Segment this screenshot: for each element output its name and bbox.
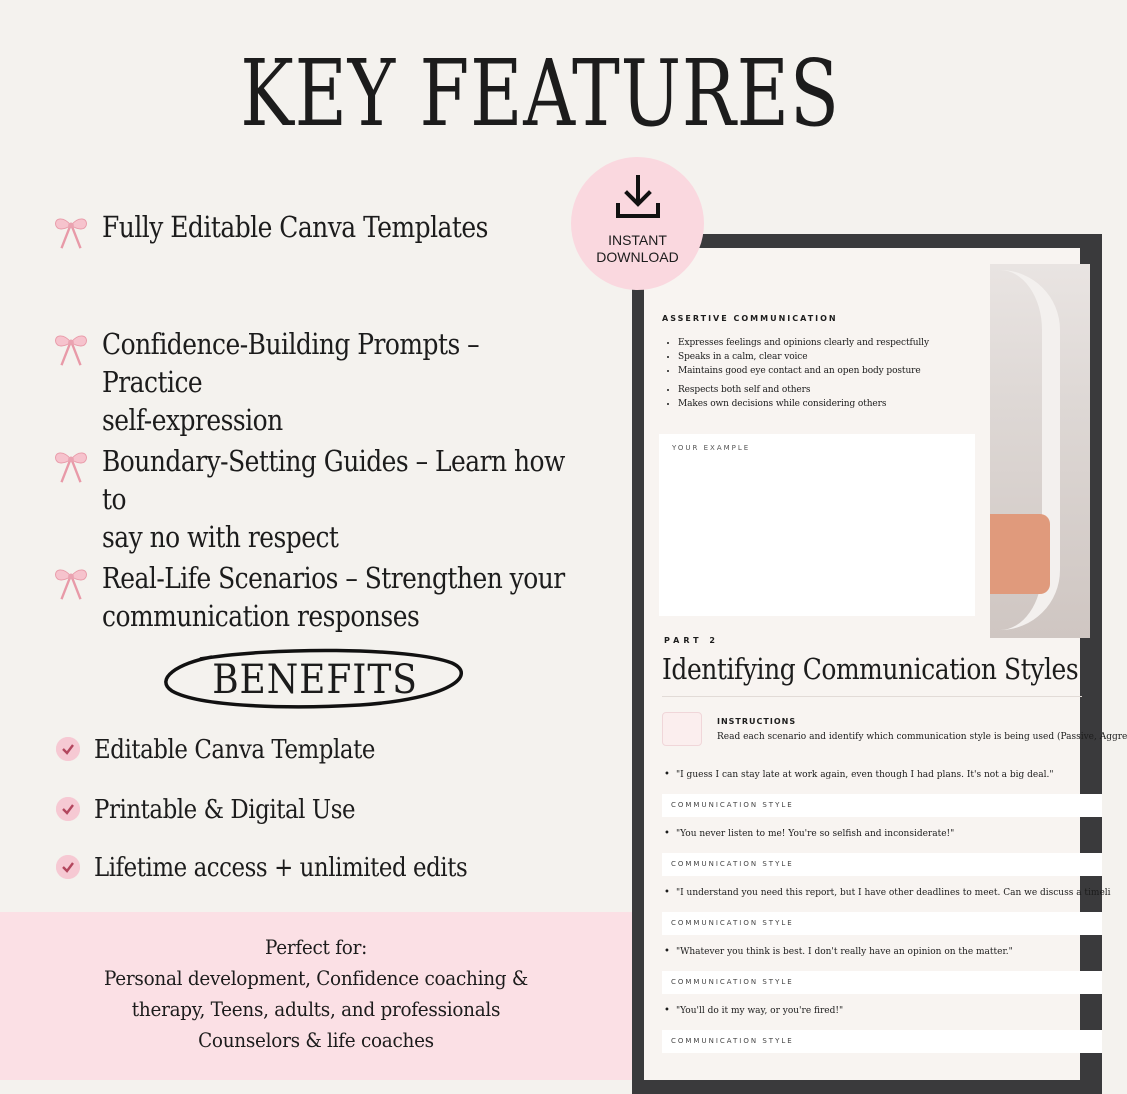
- scenario-text: • "I understand you need this report, but I have other deadlines to meet. Can we discuss a timeli: [676, 888, 1111, 898]
- benefit-item: [56, 733, 518, 793]
- benefit-item: [56, 793, 518, 851]
- feature-item: [52, 208, 612, 325]
- scenarios-list: [662, 768, 1111, 1063]
- field-label: COMMUNICATION STYLE: [671, 1037, 794, 1045]
- perfect-for-line: Personal development, Confidence coaching &: [104, 966, 528, 990]
- features-list: [52, 208, 612, 676]
- worksheet-heading: Identifying Communication Styles: [662, 652, 1079, 686]
- example-label: YOUR EXAMPLE: [672, 444, 751, 452]
- field-label: COMMUNICATION STYLE: [671, 978, 794, 986]
- feature-line-1: Fully Editable Canva Templates: [102, 210, 488, 244]
- perfect-for-heading: Perfect for:: [264, 935, 368, 959]
- checkmark-icon: [56, 797, 80, 821]
- field-label: COMMUNICATION STYLE: [671, 801, 794, 809]
- badge-line-2: DOWNLOAD: [596, 249, 679, 265]
- benefit-text: Lifetime access + unlimited edits: [94, 853, 468, 883]
- worksheet-screen: [644, 248, 1127, 1080]
- download-icon: [612, 171, 664, 223]
- divider: [662, 696, 1082, 697]
- scenario-item: [662, 827, 1102, 886]
- scenario-text: • "I guess I can stay late at work again, even though I had plans. It's not a big deal.": [676, 770, 1054, 780]
- benefit-text: Editable Canva Template: [94, 735, 375, 765]
- scenario-item: [662, 886, 1111, 945]
- perfect-for-line: therapy, Teens, adults, and professionals: [131, 997, 501, 1021]
- instructions-text: Read each scenario and identify which communication style is being used (Passive, Aggre: [717, 732, 1127, 742]
- communication-style-field[interactable]: [662, 912, 1102, 935]
- feature-line-1: Real-Life Scenarios – Strengthen your: [102, 561, 565, 595]
- ribbon-bow-icon: [52, 331, 90, 369]
- scenario-text: • "You never listen to me! You're so selfish and inconsiderate!": [676, 829, 954, 839]
- list-item: • Maintains good eye contact and an open body posture: [678, 364, 986, 378]
- checkmark-icon: [56, 855, 80, 879]
- communication-style-field[interactable]: [662, 971, 1102, 994]
- instant-download-badge[interactable]: [571, 157, 704, 290]
- benefit-item: [56, 851, 518, 911]
- scenario-item: [662, 945, 1102, 1004]
- ribbon-bow-icon: [52, 565, 90, 603]
- scenario-text: • "Whatever you think is best. I don't really have an opinion on the matter.": [676, 947, 1013, 957]
- feature-item: [52, 442, 612, 559]
- scenario-item: [662, 768, 1102, 827]
- benefits-heading: [160, 645, 470, 715]
- ribbon-bow-icon: [52, 448, 90, 486]
- perfect-for-line: Counselors & life coaches: [198, 1028, 434, 1052]
- section-title: ASSERTIVE COMMUNICATION: [662, 314, 838, 323]
- field-label: COMMUNICATION STYLE: [671, 919, 794, 927]
- scenario-text: • "You'll do it my way, or you're fired!": [676, 1006, 843, 1016]
- instructions-icon: [662, 712, 702, 746]
- field-label: COMMUNICATION STYLE: [671, 860, 794, 868]
- communication-style-field[interactable]: [662, 794, 1102, 817]
- megaphone-photo: [990, 264, 1090, 638]
- benefit-text: Printable & Digital Use: [94, 795, 356, 825]
- communication-style-field[interactable]: [662, 1030, 1102, 1053]
- traits-list: [666, 336, 986, 411]
- ribbon-bow-icon: [52, 214, 90, 252]
- feature-line-1: Confidence-Building Prompts – Practice: [102, 327, 480, 399]
- list-item: • Expresses feelings and opinions clearly and respectfully: [678, 336, 986, 350]
- benefits-list: [56, 733, 518, 911]
- perfect-for-panel: [0, 912, 632, 1080]
- scenario-item: [662, 1004, 1102, 1063]
- feature-line-1: Boundary-Setting Guides – Learn how to: [102, 444, 565, 516]
- feature-item: [52, 325, 612, 442]
- list-item: • Respects both self and others: [678, 383, 986, 397]
- feature-line-2: self-expression: [102, 403, 283, 437]
- checkmark-icon: [56, 737, 80, 761]
- list-item: • Speaks in a calm, clear voice: [678, 350, 986, 364]
- communication-style-field[interactable]: [662, 853, 1102, 876]
- part-label: PART 2: [664, 636, 719, 645]
- badge-line-1: INSTANT: [608, 232, 667, 248]
- instructions-title: INSTRUCTIONS: [717, 717, 797, 726]
- feature-line-2: communication responses: [102, 599, 420, 633]
- your-example-box[interactable]: [659, 434, 975, 616]
- page-title: KEY FEATURES: [240, 40, 840, 147]
- benefits-label: BENEFITS: [212, 657, 418, 703]
- feature-line-2: say no with respect: [102, 520, 339, 554]
- list-item: • Makes own decisions while considering others: [678, 397, 986, 411]
